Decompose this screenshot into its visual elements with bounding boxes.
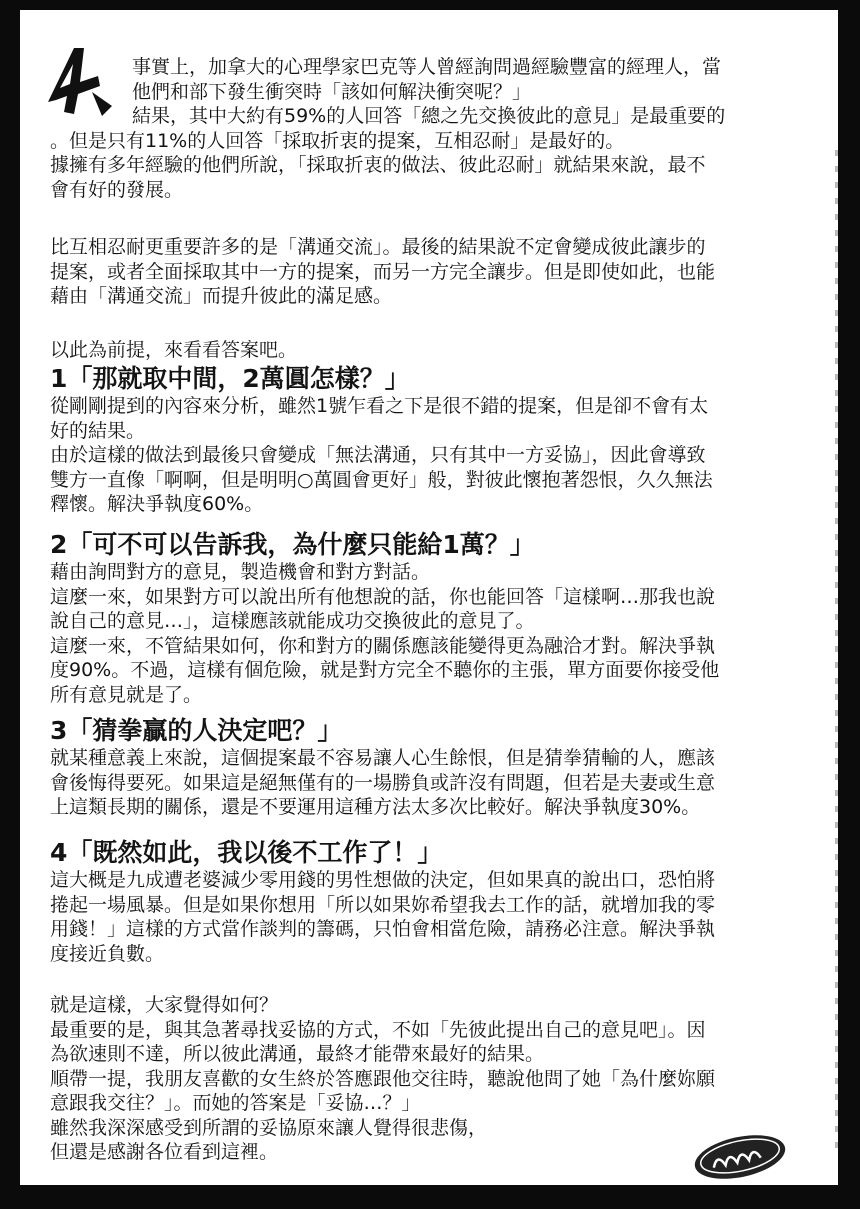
intro-line: 據擁有多年經驗的他們所說，「採取折衷的做法、彼此忍耐」就結果來說，最不: [50, 154, 706, 176]
answer-heading: 2「可不可以告訴我，為什麼只能給1萬？」: [50, 530, 535, 559]
answer-3: [50, 716, 805, 820]
answer-line: 這麼一來，不管結果如何，你和對方的關係應該能變得更為融洽才對。解決爭執: [50, 634, 716, 657]
answer-line: 用錢！」這樣的方式當作談判的籌碼，只怕會相當危險，請務必注意。解決爭執: [50, 918, 716, 940]
intro-line: 他們和部下發生衝突時「該如何解決衝突呢？」: [132, 80, 532, 103]
paragraph-line: 比互相忍耐更重要許多的是「溝通交流」。最後的結果說不定會變成彼此讓步的: [50, 236, 706, 258]
answer-line: 這大概是九成遭老婆減少零用錢的男性想做的決定，但如果真的說出口，恐怕將: [50, 869, 716, 891]
answer-1: [50, 364, 805, 517]
answer-line: 釋懷。解決爭執度60%。: [50, 493, 264, 515]
answer-line: 雙方一直像「啊啊，但是明明○萬圓會更好」般，對彼此懷抱著怨恨，久久無法: [50, 468, 713, 491]
paragraph-line: 藉由「溝通交流」而提升彼此的滿足感。: [50, 285, 393, 307]
answer-line: 就某種意義上來說，這個提案最不容易讓人心生餘恨，但是猜拳猜輸的人，應該: [50, 747, 716, 769]
answer-line: 藉由詢問對方的意見，製造機會和對方對話。: [50, 561, 431, 583]
answer-line: 度接近負數。: [50, 942, 165, 965]
lead-line: [50, 338, 805, 363]
answer-line: 這麼一來，如果對方可以說出所有他想說的話，你也能回答「這樣啊…那我也說: [50, 585, 716, 608]
closing-line: 順帶一提，我朋友喜歡的女生終於答應跟他交往時，聽說他問了她「為什麼妳願: [50, 1067, 716, 1090]
intro-line: 事實上，加拿大的心理學家巴克等人曾經詢問過經驗豐富的經理人，當: [132, 56, 722, 78]
closing-line: 但還是感謝各位看到這裡。: [50, 1141, 279, 1163]
answer-line: 由於這樣的做法到最後只會變成「無法溝通，只有其中一方妥協」，因此會導致: [50, 444, 706, 466]
closing-line: 雖然我深深感受到所謂的妥協原來讓人覺得很悲傷，: [50, 1116, 488, 1139]
scan-artifact: [835, 150, 838, 1150]
intro-line: 結果，其中大約有59%的人回答「總之先交換彼此的意見」是最重要的: [132, 105, 726, 127]
answer-line: 度90%。不過，這樣有個危險，就是對方完全不聽你的主張，單方面要你接受他: [50, 659, 720, 681]
answer-4: [50, 838, 805, 966]
intro-line: 。但是只有11%的人回答「採取折衷的提案，互相忍耐」是最好的。: [50, 129, 625, 152]
intro-line: 會有好的發展。: [50, 178, 184, 201]
answer-line: 好的結果。: [50, 419, 146, 442]
answer-2: [50, 530, 805, 707]
answer-line: 捲起一場風暴。但是如果你想用「所以如果妳希望我去工作的話，就增加我的零: [50, 893, 716, 916]
communication-paragraph: [50, 235, 805, 309]
lead-text: 以此為前提，來看看答案吧。: [50, 339, 298, 361]
closing-line: 為欲速則不達，所以彼此溝通，最終才能帶來最好的結果。: [50, 1043, 545, 1065]
closing-line: 最重要的是，與其急著尋找妥協的方式，不如「先彼此提出自己的意見吧」。因: [50, 1018, 706, 1041]
closing-line: 就是這樣，大家覺得如何？: [50, 994, 279, 1016]
answer-heading: 4「既然如此，我以後不工作了！」: [50, 838, 443, 867]
answer-heading: 1「那就取中間，2萬圓怎樣？」: [50, 364, 410, 393]
intro-paragraph: [50, 55, 805, 202]
closing-line: 意跟我交往？」。而她的答案是「妥協…？」: [50, 1092, 421, 1114]
paragraph-line: 提案，或者全面採取其中一方的提案，而另一方完全讓步。但是即使如此，也能: [50, 260, 716, 283]
end-badge-icon: [690, 1132, 790, 1180]
answer-line: 所有意見就是了。: [50, 683, 203, 706]
answer-heading: 3「猜拳贏的人決定吧？」: [50, 716, 343, 745]
answer-line: 會後悔得要死。如果這是絕無僅有的一場勝負或許沒有問題，但若是夫妻或生意: [50, 771, 716, 794]
answer-line: 說自己的意見…」，這樣應該就能成功交換彼此的意見了。: [50, 610, 535, 632]
answer-line: 上這類長期的關係，還是不要運用這種方法太多次比較好。解決爭執度30%。: [50, 796, 701, 818]
answer-line: 從剛剛提到的內容來分析，雖然1號乍看之下是很不錯的提案，但是卻不會有太: [50, 395, 709, 417]
